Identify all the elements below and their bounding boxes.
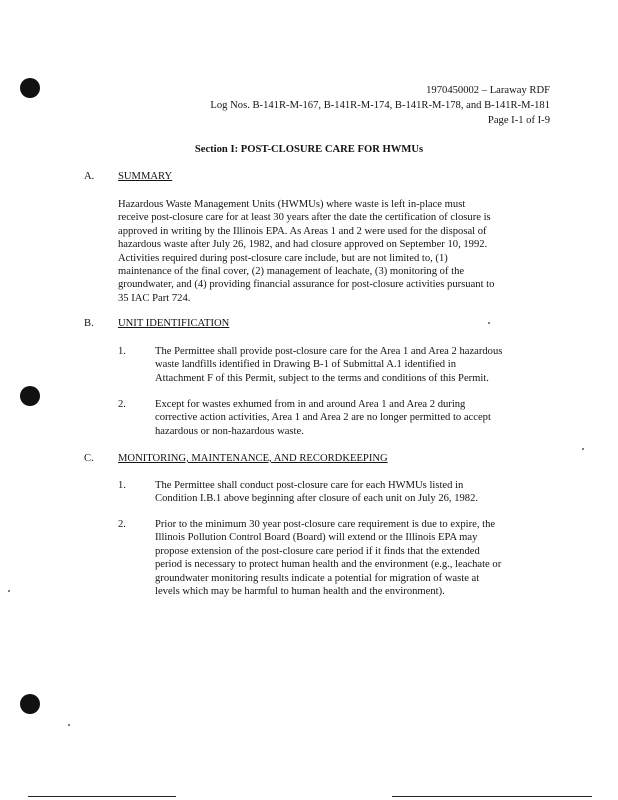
section-b-letter: B. (84, 318, 94, 329)
text-line: Activities required during post-closure care include, but are not limited to, (1) (118, 252, 448, 264)
text-line: approved in writing by the Illinois EPA. As Areas 1 and 2 were used for the disposal of (118, 225, 487, 237)
scan-speck (582, 448, 584, 450)
item-number: 2. (118, 399, 126, 410)
list-item (155, 345, 555, 385)
header-document-id: 1970450002 – Laraway RDF (426, 85, 550, 96)
list-item (155, 518, 555, 598)
text-line: hazardous waste after July 26, 1982, and had closure approved on September 10, 1992. (118, 239, 488, 251)
text-line: levels which may be harmful to human health and the environment). (155, 586, 445, 598)
text-line: receive post-closure care for at least 30 years after the date the certification of closure is (118, 212, 491, 224)
section-a-letter: A. (84, 171, 95, 182)
summary-paragraph (118, 198, 550, 305)
text-line: Prior to the minimum 30 year post-closure care requirement is due to expire, the (155, 519, 496, 530)
section-c-letter: C. (84, 453, 94, 464)
text-line: The Permittee shall conduct post-closure care for each HWMUs listed in (155, 480, 464, 491)
section-c-heading: MONITORING, MAINTENANCE, AND RECORDKEEPING (118, 453, 388, 464)
text-line: maintenance of the final cover, (2) management of leachate, (3) monitoring of the (118, 266, 465, 278)
text-line: Condition I.B.1 above beginning after closure of each unit on July 26, 1982. (155, 493, 479, 505)
text-line: groundwater monitoring results indicate a potential for migration of waste at (155, 572, 480, 584)
text-line: Illinois Pollution Control Board (Board) will extend or the Illinois EPA may (155, 532, 478, 544)
section-b-heading: UNIT IDENTIFICATION (118, 318, 230, 329)
bottom-rule-right (392, 796, 592, 797)
header-log-numbers: Log Nos. B-141R-M-167, B-141R-M-174, B-141R-M-178, and B-141R-M-181 (210, 100, 550, 111)
text-line: waste landfills identified in Drawing B-1 of Submittal A.1 identified in (155, 359, 456, 371)
scan-speck (68, 724, 70, 726)
list-item (155, 479, 555, 506)
item-number: 1. (118, 346, 126, 357)
text-line: hazardous or non-hazardous waste. (155, 425, 304, 437)
punch-hole-middle (20, 386, 40, 406)
punch-hole-bottom (20, 694, 40, 714)
list-item (155, 398, 555, 438)
item-number: 2. (118, 519, 126, 530)
item-number: 1. (118, 480, 126, 491)
bottom-rule-left (28, 796, 176, 797)
text-line: Except for wastes exhumed from in and around Area 1 and Area 2 during (155, 399, 466, 410)
scan-speck (488, 322, 490, 324)
text-line: Hazardous Waste Management Units (HWMUs) where waste is left in-place must (118, 199, 466, 210)
text-line: propose extension of the post-closure care period if it finds that the extended (155, 545, 480, 557)
text-line: Attachment F of this Permit, subject to the terms and conditions of this Permit. (155, 372, 489, 384)
header-page-number: Page I-1 of I-9 (487, 115, 550, 126)
section-title: Section I: POST-CLOSURE CARE FOR HWMUs (194, 144, 424, 155)
punch-hole-top (20, 78, 40, 98)
text-line: 35 IAC Part 724. (118, 292, 191, 304)
text-line: period is necessary to protect human health and the environment (e.g., leachate or (155, 559, 502, 571)
text-line: groundwater, and (4) providing financial assurance for post-closure activities pursuant to (118, 279, 495, 291)
section-a-heading: SUMMARY (118, 171, 173, 182)
scan-speck (8, 590, 10, 592)
text-line: corrective action activities, Area 1 and Area 2 are no longer permitted to accept (155, 412, 491, 424)
text-line: The Permittee shall provide post-closure care for the Area 1 and Area 2 hazardous (155, 346, 503, 357)
